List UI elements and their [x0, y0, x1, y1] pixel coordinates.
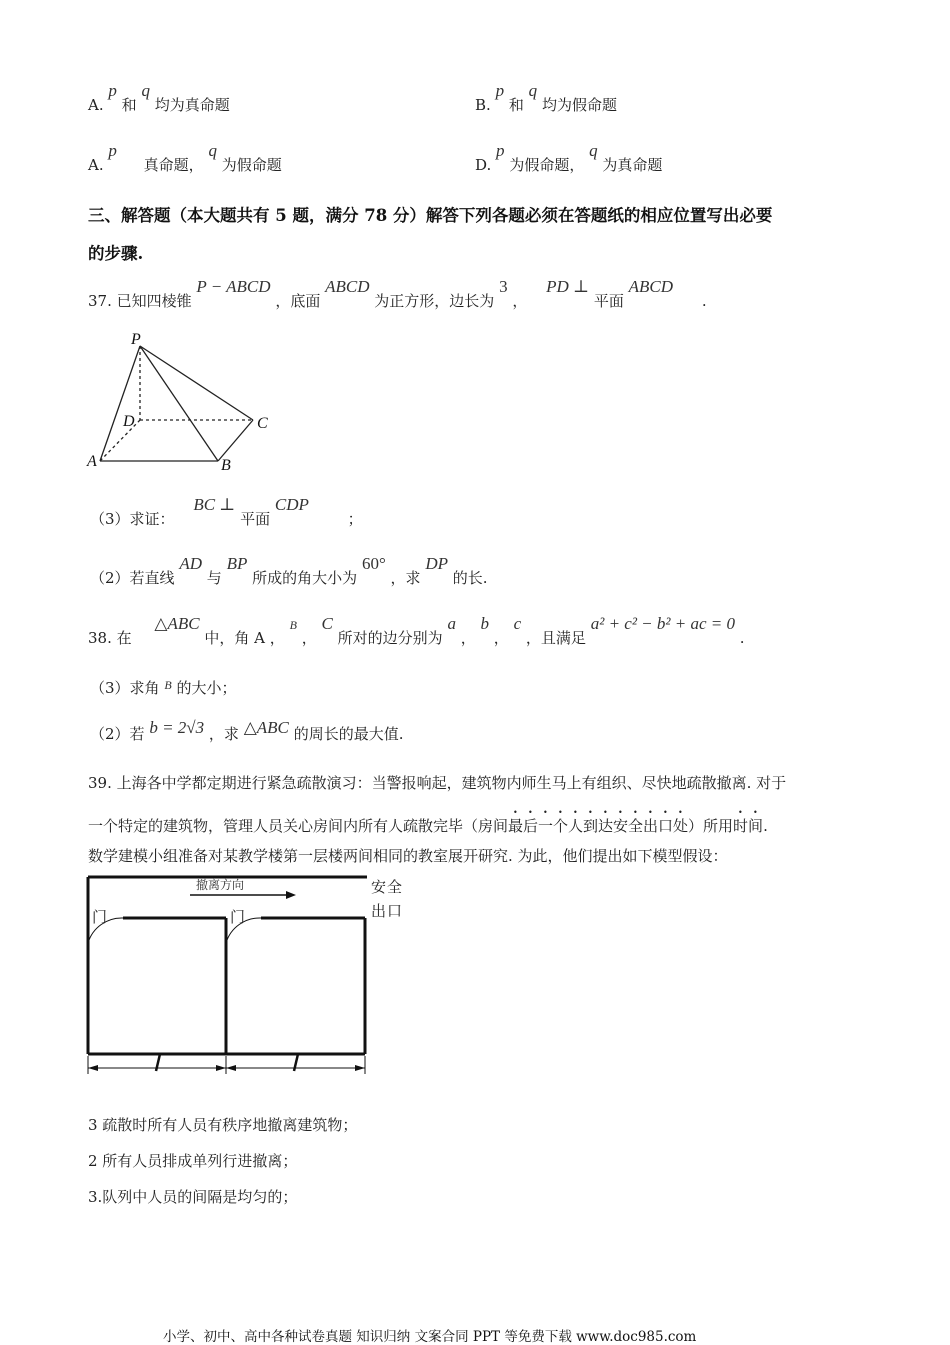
assumption-item: 2 所有人员排成单列行进撤离； [88, 1152, 298, 1170]
vertex-label-a: A [87, 453, 97, 470]
option-c: A. p 真命题， q 为假命题 [88, 141, 282, 174]
question-39-line2: 一个特定的建筑物，管理人员关心房间内所有人疏散完毕（房间最后一个人到达安全出口处）所用时间. [88, 817, 768, 835]
section-heading-cont: 的步骤. [88, 244, 144, 263]
page-footer: 小学、初中、高中各种试卷真题 知识归纳 文案合同 PPT 等免费下载 www.doc985.com [163, 1329, 697, 1345]
section-heading: 三、解答题（本大题共有 5 题，满分 78 分）解答下列各题必须在答题纸的相应位置写出必要 [88, 206, 773, 225]
question-37-part1: （3）求证： BC ⊥ 平面 CDP ； [90, 495, 363, 528]
direction-arrow-head [286, 891, 296, 899]
assumption-item: 3.队列中人员的间隔是均匀的； [88, 1188, 298, 1206]
question-38-part1: （3）求角 $^B$ 的大小； [90, 678, 237, 697]
option-a: A. p 和 q 均为真命题 [88, 81, 230, 114]
vertex-label-p: P [131, 331, 141, 348]
option-d: D. p 为假命题， q 为真命题 [475, 141, 663, 174]
question-38-part2: （2）若 b = 2√3 ，求 △ABC 的周长的最大值. [90, 718, 404, 743]
question-39-line3: 数学建模小组准备对某教学楼第一层楼两间相同的教室展开研究. 为此，他们提出如下模型假设： [88, 847, 728, 865]
vertex-label-c: C [257, 415, 268, 432]
assumption-item: 3 疏散时所有人员有秩序地撤离建筑物； [88, 1116, 358, 1134]
edge-bc [218, 420, 253, 461]
question-37-stem: 37. 已知四棱锥 P − ABCD ，底面 ABCD 为正方形，边长为 3 ， PD ⊥ 平面 ABCD . [88, 277, 707, 310]
question-37-part2: （2）若直线 AD 与 BP 所成的角大小为 60° ，求 DP 的长. [90, 554, 488, 587]
vertex-label-d: D [123, 413, 135, 430]
question-38-stem: 38. 在 △ABC 中，角 A ， $^B$ ， C 所对的边分别为 a ， b ， c ，且满足 a² + c² − b² + ac = 0 . [88, 614, 745, 647]
door1-label: 门 [92, 908, 108, 926]
edge-pb [140, 346, 218, 461]
vertex-label-b: B [221, 457, 231, 474]
option-b: B. p 和 q 均为假命题 [475, 81, 617, 114]
question-39-line1: 39. 上海各中学都定期进行紧急疏散演习：当警报响起，建筑物内师生马上有组织、尽快地疏散撤离. 对于 [88, 774, 787, 792]
edge-pc [140, 346, 253, 420]
evacuation-diagram [80, 868, 420, 1080]
edge-pa [100, 346, 140, 461]
exit-label-line2: 出口 [371, 902, 404, 920]
door2-label: 门 [230, 908, 246, 926]
direction-label: 撤离方向 [196, 878, 245, 892]
pyramid-figure [85, 328, 285, 474]
exit-label-line1: 安全 [371, 878, 404, 896]
